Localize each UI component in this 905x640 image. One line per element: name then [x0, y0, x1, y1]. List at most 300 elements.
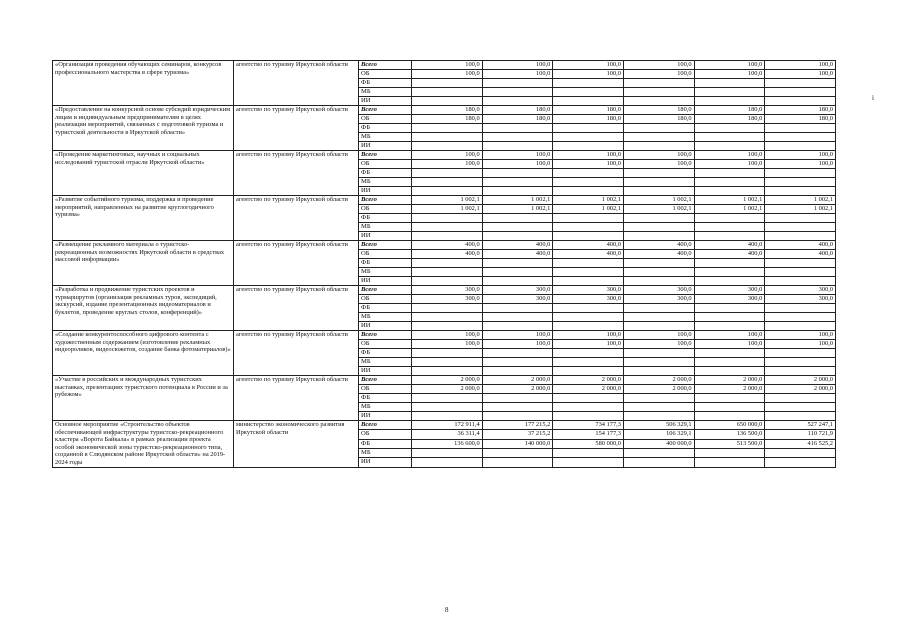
amount-cell: [482, 268, 553, 277]
amount-cell: [412, 259, 483, 268]
amount-cell: 100,0: [482, 160, 553, 169]
amount-cell: 650 000,0: [694, 421, 765, 430]
amount-cell: [623, 259, 694, 268]
amount-cell: 400,0: [623, 250, 694, 259]
amount-cell: [553, 304, 624, 313]
activity-name-cell: «Проведение маркетинговых, научных и социальных исследований туристской отрасли Иркутской области»: [53, 151, 234, 196]
amount-cell: 36 311,4: [412, 430, 483, 439]
amount-cell: [623, 187, 694, 196]
amount-cell: 2 000,0: [482, 385, 553, 394]
activity-name-cell: «Организация проведения обучающих семинаров, конкурсов профессионального мастерства в сфере туризма»: [53, 61, 234, 106]
amount-cell: 100,0: [623, 160, 694, 169]
amount-cell: [623, 403, 694, 412]
amount-cell: 400,0: [412, 250, 483, 259]
amount-cell: [553, 133, 624, 142]
amount-cell: [553, 79, 624, 88]
amount-cell: 400,0: [482, 241, 553, 250]
funding-source-cell: Всего: [359, 376, 412, 385]
amount-cell: [553, 259, 624, 268]
amount-cell: [694, 304, 765, 313]
amount-cell: 100,0: [694, 151, 765, 160]
amount-cell: 1 002,1: [482, 205, 553, 214]
amount-cell: [553, 268, 624, 277]
amount-cell: [553, 458, 624, 467]
amount-cell: 180,0: [482, 106, 553, 115]
amount-cell: 1 002,1: [694, 205, 765, 214]
amount-cell: 400,0: [694, 250, 765, 259]
amount-cell: [694, 412, 765, 421]
executor-cell: агентство по туризму Иркутской области: [234, 106, 359, 151]
amount-cell: [765, 403, 836, 412]
amount-cell: 2 000,0: [765, 376, 836, 385]
amount-cell: [482, 448, 553, 457]
amount-cell: [623, 124, 694, 133]
amount-cell: [765, 358, 836, 367]
amount-cell: [412, 124, 483, 133]
funding-source-cell: Всего: [359, 241, 412, 250]
table-row: [53, 106, 836, 115]
activity-name-cell: «Развитие событийного туризма, поддержка и проведение мероприятий, направленных на развитие круглогодичного туризма»: [53, 196, 234, 241]
amount-cell: 1 002,1: [412, 196, 483, 205]
amount-cell: 37 215,2: [482, 430, 553, 439]
amount-cell: 100,0: [623, 340, 694, 349]
amount-cell: 1 002,1: [765, 205, 836, 214]
amount-cell: 180,0: [623, 106, 694, 115]
amount-cell: [412, 304, 483, 313]
amount-cell: [482, 88, 553, 97]
activity-name-cell: «Участие в российских и международных туристских выставках, презентациях туристского потенциала в России и за рубежом»: [53, 376, 234, 421]
funding-source-cell: ИИ: [359, 322, 412, 331]
amount-cell: [765, 448, 836, 457]
amount-cell: [765, 304, 836, 313]
amount-cell: [765, 223, 836, 232]
amount-cell: 2 000,0: [694, 376, 765, 385]
amount-cell: [623, 142, 694, 151]
amount-cell: [553, 394, 624, 403]
amount-cell: [482, 277, 553, 286]
amount-cell: [694, 277, 765, 286]
funding-source-cell: ОБ: [359, 115, 412, 124]
amount-cell: 300,0: [694, 295, 765, 304]
amount-cell: 180,0: [765, 115, 836, 124]
amount-cell: 100,0: [765, 160, 836, 169]
amount-cell: [765, 169, 836, 178]
amount-cell: 100,0: [694, 61, 765, 70]
amount-cell: [482, 169, 553, 178]
amount-cell: 2 000,0: [412, 376, 483, 385]
table-row: [53, 331, 836, 340]
amount-cell: [694, 367, 765, 376]
funding-source-cell: МБ: [359, 313, 412, 322]
amount-cell: [765, 412, 836, 421]
amount-cell: [694, 142, 765, 151]
amount-cell: 2 000,0: [765, 385, 836, 394]
amount-cell: [482, 349, 553, 358]
amount-cell: 300,0: [623, 295, 694, 304]
amount-cell: [694, 358, 765, 367]
amount-cell: [694, 448, 765, 457]
amount-cell: 2 000,0: [482, 376, 553, 385]
amount-cell: 177 215,2: [482, 421, 553, 430]
amount-cell: 100,0: [482, 61, 553, 70]
amount-cell: 300,0: [765, 286, 836, 295]
amount-cell: 100,0: [553, 340, 624, 349]
amount-cell: 2 000,0: [553, 376, 624, 385]
amount-cell: [412, 79, 483, 88]
amount-cell: 140 000,0: [482, 439, 553, 448]
funding-source-cell: МБ: [359, 448, 412, 457]
funding-source-cell: Всего: [359, 196, 412, 205]
amount-cell: 513 500,0: [694, 439, 765, 448]
margin-mark: i: [872, 94, 874, 102]
amount-cell: [553, 313, 624, 322]
amount-cell: 180,0: [623, 115, 694, 124]
amount-cell: 2 000,0: [412, 385, 483, 394]
amount-cell: 300,0: [412, 286, 483, 295]
amount-cell: [482, 412, 553, 421]
amount-cell: 106 329,1: [623, 430, 694, 439]
amount-cell: [482, 97, 553, 106]
amount-cell: 154 177,3: [553, 430, 624, 439]
amount-cell: [482, 358, 553, 367]
amount-cell: 100,0: [553, 151, 624, 160]
amount-cell: [553, 142, 624, 151]
amount-cell: [482, 458, 553, 467]
funding-source-cell: Всего: [359, 106, 412, 115]
activity-name-cell: «Разработка и продвижение туристских проектов и турмаршрутов (организация рекламных туров, экспедиций, экскурсий, издание презентационных видеоматериалов и буклетов, проведение круглых столов, конференций)»: [53, 286, 234, 331]
amount-cell: [623, 133, 694, 142]
amount-cell: 100,0: [623, 61, 694, 70]
executor-cell: агентство по туризму Иркутской области: [234, 196, 359, 241]
executor-cell: агентство по туризму Иркутской области: [234, 376, 359, 421]
amount-cell: [765, 178, 836, 187]
amount-cell: [553, 187, 624, 196]
amount-cell: 100,0: [412, 151, 483, 160]
amount-cell: [482, 304, 553, 313]
amount-cell: [412, 358, 483, 367]
amount-cell: [765, 97, 836, 106]
amount-cell: 100,0: [412, 70, 483, 79]
amount-cell: [694, 403, 765, 412]
funding-source-cell: ОБ: [359, 205, 412, 214]
amount-cell: 400,0: [482, 250, 553, 259]
amount-cell: 416 525,2: [765, 439, 836, 448]
table-row: [53, 61, 836, 70]
activity-name-cell: «Создание конкурентоспособного цифрового контента с художественным содержанием (изготовление рекламных видеороликов, видеосюжетов, создание банка фотоматериалов)»: [53, 331, 234, 376]
amount-cell: 100,0: [694, 70, 765, 79]
amount-cell: [765, 133, 836, 142]
amount-cell: [623, 223, 694, 232]
amount-cell: [765, 322, 836, 331]
amount-cell: 180,0: [553, 106, 624, 115]
table-body: [53, 61, 836, 468]
amount-cell: [694, 88, 765, 97]
funding-source-cell: ОБ: [359, 385, 412, 394]
amount-cell: [482, 232, 553, 241]
amount-cell: 100,0: [412, 61, 483, 70]
amount-cell: [412, 169, 483, 178]
amount-cell: [553, 232, 624, 241]
amount-cell: [623, 277, 694, 286]
amount-cell: 2 000,0: [623, 385, 694, 394]
amount-cell: [482, 178, 553, 187]
amount-cell: [694, 214, 765, 223]
amount-cell: 100,0: [765, 61, 836, 70]
amount-cell: [694, 223, 765, 232]
amount-cell: 180,0: [694, 115, 765, 124]
amount-cell: [412, 232, 483, 241]
amount-cell: 1 002,1: [623, 196, 694, 205]
amount-cell: 400,0: [553, 241, 624, 250]
amount-cell: [482, 403, 553, 412]
funding-source-cell: ФБ: [359, 169, 412, 178]
amount-cell: [765, 277, 836, 286]
amount-cell: [623, 448, 694, 457]
executor-cell: министерство экономического развития Иркутской области: [234, 421, 359, 468]
amount-cell: [412, 412, 483, 421]
amount-cell: [412, 394, 483, 403]
amount-cell: 2 000,0: [553, 385, 624, 394]
amount-cell: 1 002,1: [482, 196, 553, 205]
amount-cell: [623, 88, 694, 97]
amount-cell: [694, 97, 765, 106]
funding-source-cell: ИИ: [359, 412, 412, 421]
amount-cell: 300,0: [553, 286, 624, 295]
amount-cell: [412, 313, 483, 322]
amount-cell: 172 911,4: [412, 421, 483, 430]
amount-cell: 100,0: [482, 340, 553, 349]
amount-cell: [482, 142, 553, 151]
funding-source-cell: МБ: [359, 268, 412, 277]
budget-table: [52, 60, 836, 468]
amount-cell: [765, 187, 836, 196]
amount-cell: [765, 268, 836, 277]
amount-cell: [765, 79, 836, 88]
amount-cell: [694, 322, 765, 331]
amount-cell: 400,0: [765, 250, 836, 259]
amount-cell: [412, 142, 483, 151]
amount-cell: [553, 322, 624, 331]
funding-source-cell: ОБ: [359, 340, 412, 349]
funding-source-cell: Всего: [359, 286, 412, 295]
amount-cell: [412, 133, 483, 142]
amount-cell: [412, 458, 483, 467]
amount-cell: [694, 232, 765, 241]
amount-cell: [694, 458, 765, 467]
amount-cell: [553, 277, 624, 286]
amount-cell: 180,0: [765, 106, 836, 115]
amount-cell: 400,0: [623, 241, 694, 250]
amount-cell: [694, 313, 765, 322]
amount-cell: 1 002,1: [623, 205, 694, 214]
amount-cell: [694, 259, 765, 268]
amount-cell: [412, 349, 483, 358]
activity-name-cell: «Размещение рекламного материала о туристско-рекреационных возможностях Иркутской области в средствах массовой информации»: [53, 241, 234, 286]
amount-cell: [482, 367, 553, 376]
amount-cell: 100,0: [623, 151, 694, 160]
amount-cell: 100,0: [553, 331, 624, 340]
amount-cell: [482, 394, 553, 403]
funding-source-cell: ОБ: [359, 70, 412, 79]
amount-cell: [553, 97, 624, 106]
amount-cell: 100,0: [765, 340, 836, 349]
funding-source-cell: ФБ: [359, 394, 412, 403]
amount-cell: 180,0: [412, 106, 483, 115]
funding-source-cell: ИИ: [359, 367, 412, 376]
amount-cell: [412, 178, 483, 187]
funding-source-cell: Всего: [359, 331, 412, 340]
amount-cell: 527 247,1: [765, 421, 836, 430]
amount-cell: 100,0: [553, 70, 624, 79]
amount-cell: [412, 214, 483, 223]
amount-cell: 100,0: [553, 61, 624, 70]
amount-cell: [482, 79, 553, 88]
amount-cell: 734 177,3: [553, 421, 624, 430]
amount-cell: [623, 458, 694, 467]
table-row: [53, 151, 836, 160]
amount-cell: [623, 358, 694, 367]
amount-cell: [623, 394, 694, 403]
executor-cell: агентство по туризму Иркутской области: [234, 331, 359, 376]
executor-cell: агентство по туризму Иркутской области: [234, 151, 359, 196]
amount-cell: 100,0: [765, 331, 836, 340]
amount-cell: [553, 178, 624, 187]
amount-cell: 300,0: [765, 295, 836, 304]
activity-name-cell: «Предоставление на конкурсной основе субсидий юридическим лицам и индивидуальным предпринимателям в целях реализации мероприятий, связанных с подготовкой туризма и туристской деятельности в Иркутской области»: [53, 106, 234, 151]
amount-cell: 506 329,1: [623, 421, 694, 430]
amount-cell: 2 000,0: [694, 385, 765, 394]
amount-cell: [623, 169, 694, 178]
amount-cell: [694, 169, 765, 178]
amount-cell: [553, 223, 624, 232]
amount-cell: 400,0: [412, 241, 483, 250]
amount-cell: 400,0: [765, 241, 836, 250]
amount-cell: [482, 313, 553, 322]
amount-cell: 2 000,0: [623, 376, 694, 385]
amount-cell: [623, 268, 694, 277]
amount-cell: 400,0: [553, 250, 624, 259]
funding-source-cell: ОБ: [359, 430, 412, 439]
amount-cell: [482, 214, 553, 223]
amount-cell: [412, 448, 483, 457]
amount-cell: 100,0: [623, 331, 694, 340]
amount-cell: 100,0: [412, 160, 483, 169]
funding-source-cell: Всего: [359, 421, 412, 430]
amount-cell: [412, 97, 483, 106]
funding-source-cell: МБ: [359, 88, 412, 97]
amount-cell: 100,0: [482, 70, 553, 79]
amount-cell: 180,0: [482, 115, 553, 124]
amount-cell: 300,0: [482, 286, 553, 295]
funding-source-cell: ФБ: [359, 259, 412, 268]
funding-source-cell: ИИ: [359, 97, 412, 106]
funding-source-cell: ОБ: [359, 160, 412, 169]
amount-cell: 1 002,1: [765, 196, 836, 205]
amount-cell: 180,0: [412, 115, 483, 124]
amount-cell: [412, 367, 483, 376]
table-row: [53, 421, 836, 430]
amount-cell: 580 000,0: [553, 439, 624, 448]
amount-cell: [553, 448, 624, 457]
amount-cell: [765, 367, 836, 376]
amount-cell: 136 500,0: [694, 430, 765, 439]
funding-source-cell: ОБ: [359, 295, 412, 304]
amount-cell: [412, 322, 483, 331]
amount-cell: [623, 97, 694, 106]
amount-cell: [412, 277, 483, 286]
amount-cell: [623, 214, 694, 223]
funding-source-cell: ФБ: [359, 349, 412, 358]
amount-cell: 400,0: [694, 241, 765, 250]
amount-cell: [482, 322, 553, 331]
amount-cell: [553, 169, 624, 178]
amount-cell: [553, 214, 624, 223]
amount-cell: 300,0: [553, 295, 624, 304]
amount-cell: [482, 259, 553, 268]
amount-cell: 300,0: [623, 286, 694, 295]
table-row: [53, 376, 836, 385]
budget-table-container: [52, 60, 836, 468]
amount-cell: [694, 124, 765, 133]
amount-cell: 400 000,0: [623, 439, 694, 448]
amount-cell: [623, 412, 694, 421]
amount-cell: [553, 88, 624, 97]
amount-cell: [694, 178, 765, 187]
amount-cell: [623, 178, 694, 187]
funding-source-cell: МБ: [359, 178, 412, 187]
funding-source-cell: ФБ: [359, 439, 412, 448]
amount-cell: [482, 187, 553, 196]
activity-name-cell: Основное мероприятие «Строительство объектов обеспечивающей инфраструктуры туристско-рекреационного кластера «Ворота Байкала» в рамках реализации проекта особой экономической зоны туристско-рекреационного типа, созданной в Слюдянском районе Иркутской области» на 2019-2024 годы: [53, 421, 234, 468]
amount-cell: [482, 133, 553, 142]
amount-cell: [482, 223, 553, 232]
funding-source-cell: ИИ: [359, 142, 412, 151]
amount-cell: 136 600,0: [412, 439, 483, 448]
amount-cell: 1 002,1: [553, 205, 624, 214]
funding-source-cell: ОБ: [359, 250, 412, 259]
funding-source-cell: ИИ: [359, 458, 412, 467]
amount-cell: 180,0: [553, 115, 624, 124]
amount-cell: [553, 124, 624, 133]
funding-source-cell: МБ: [359, 403, 412, 412]
amount-cell: 100,0: [694, 340, 765, 349]
amount-cell: 100,0: [482, 331, 553, 340]
amount-cell: 300,0: [694, 286, 765, 295]
amount-cell: 100,0: [765, 151, 836, 160]
amount-cell: 300,0: [482, 295, 553, 304]
amount-cell: [482, 124, 553, 133]
executor-cell: агентство по туризму Иркутской области: [234, 286, 359, 331]
amount-cell: [623, 313, 694, 322]
funding-source-cell: МБ: [359, 223, 412, 232]
amount-cell: [694, 187, 765, 196]
amount-cell: [553, 367, 624, 376]
table-row: [53, 286, 836, 295]
amount-cell: 300,0: [412, 295, 483, 304]
page-number: 8: [445, 606, 449, 614]
amount-cell: 100,0: [412, 340, 483, 349]
amount-cell: [694, 79, 765, 88]
table-row: [53, 196, 836, 205]
amount-cell: [412, 223, 483, 232]
amount-cell: [765, 349, 836, 358]
amount-cell: 1 002,1: [412, 205, 483, 214]
amount-cell: 110 721,9: [765, 430, 836, 439]
amount-cell: [694, 394, 765, 403]
amount-cell: 100,0: [694, 160, 765, 169]
amount-cell: 100,0: [482, 151, 553, 160]
amount-cell: [765, 313, 836, 322]
